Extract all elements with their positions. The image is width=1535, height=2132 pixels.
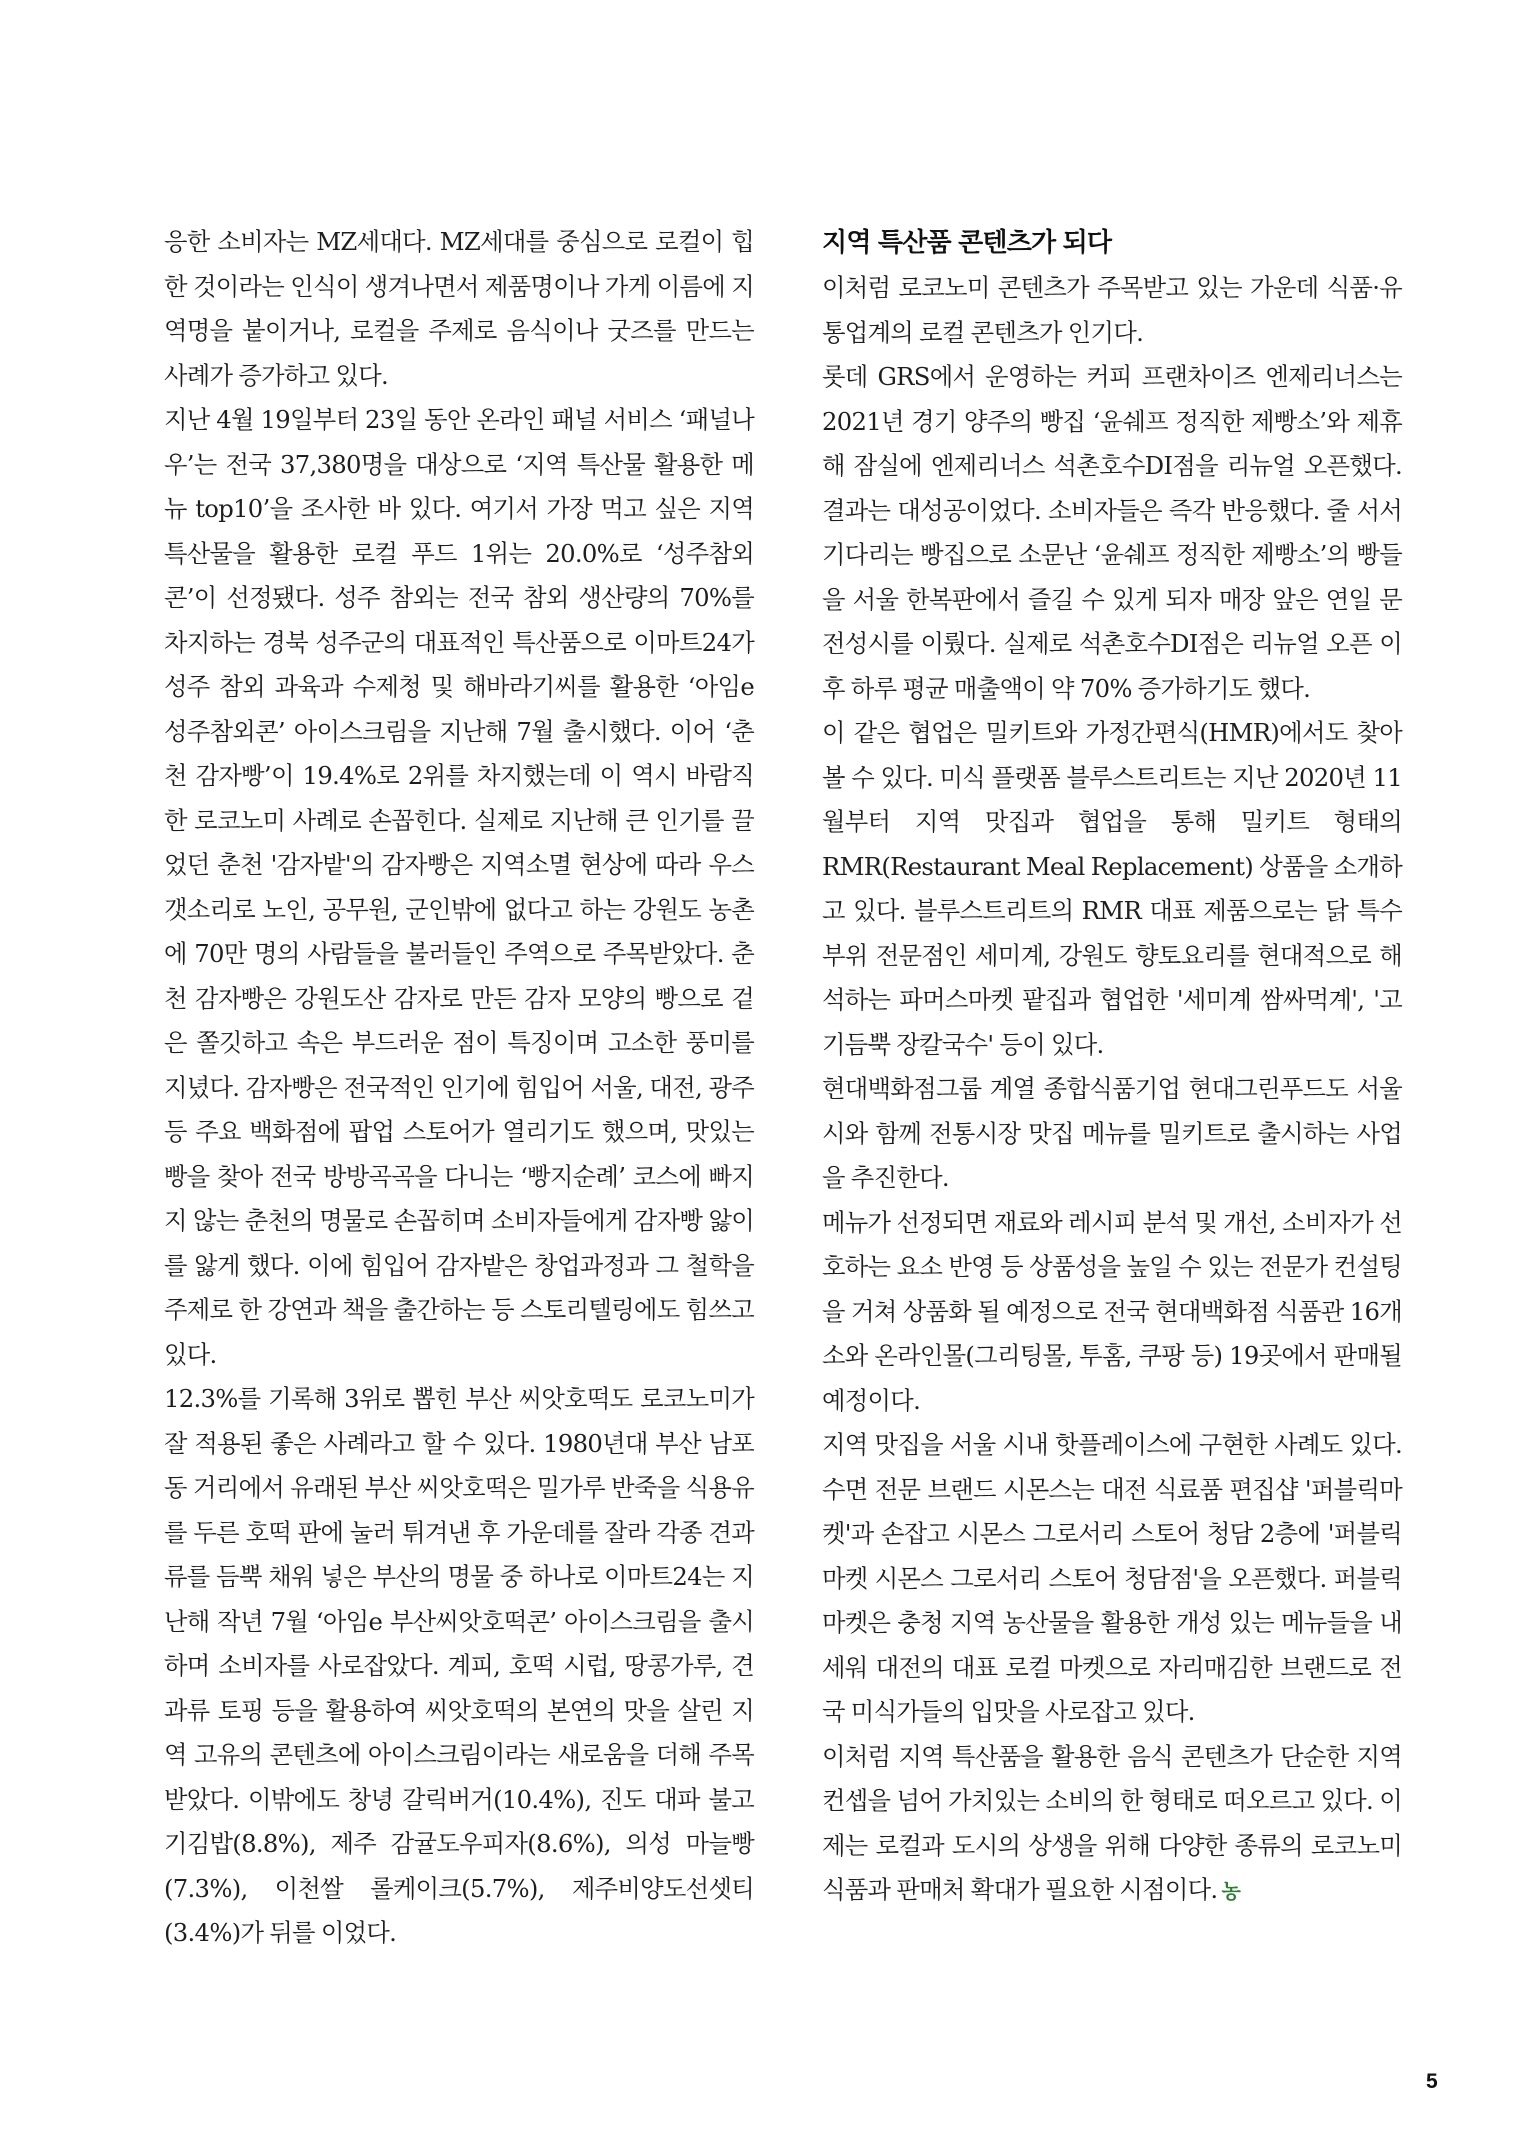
body-paragraph: 응한 소비자는 MZ세대다. MZ세대를 중심으로 로컬이 힙한 것이라는 인식이 생겨나면서 제품명이나 가게 이름에 지역명을 붙이거나, 로컬을 주제로 음식이나 굿즈를 만드는 사례가 증가하고 있다. xyxy=(164,227,754,390)
body-paragraph: 현대백화점그룹 계열 종합식품기업 현대그린푸드도 서울시와 함께 전통시장 맛집 메뉴를 밀키트로 출시하는 사업을 추진한다. xyxy=(822,1074,1402,1192)
body-paragraph: 이 같은 협업은 밀키트와 가정간편식(HMR)에서도 찾아볼 수 있다. 미식 플랫폼 블루스트리트는 지난 2020년 11월부터 지역 맛집과 협업을 통해 밀키트 형태의 RMR(Restaurant Meal Replacement) 상품을 소개하고 있다. 블루스트리트의 RMR 대표 제품으로는 닭 특수부위 전문점인 세미계, 강원도 향토요리를 현대적으로 해석하는 파머스마켓 팥집과 협업한 '세미계 쌈싸먹계', '고기듬뿍 장칼국수' 등이 있다. xyxy=(822,718,1402,1059)
section-heading: 지역 특산품 콘텐츠가 되다 xyxy=(822,228,1112,258)
body-paragraph: 이처럼 로코노미 콘텐츠가 주목받고 있는 가운데 식품·유통업계의 로컬 콘텐츠가 인기다. xyxy=(822,273,1402,347)
end-mark-icon: 농 xyxy=(1221,1879,1241,1903)
right-column xyxy=(822,220,1402,1914)
body-paragraph: 지난 4월 19일부터 23일 동안 온라인 패널 서비스 ‘패널나우’는 전국 37,380명을 대상으로 ‘지역 특산물 활용한 메뉴 top10’을 조사한 바 있다. 여기서 가장 먹고 싶은 지역 특산물을 활용한 로컬 푸드 1위는 20.0%로 ‘성주참외콘’이 선정됐다. 성주 참외는 전국 참외 생산량의 70%를 차지하는 경북 성주군의 대표적인 특산품으로 이마트24가 성주 참외 과육과 수제청 및 해바라기씨를 활용한 ‘아임e 성주참외콘’ 아이스크림을 지난해 7월 출시했다. 이어 ‘춘천 감자빵’이 19.4%로 2위를 차지했는데 이 역시 바람직한 로코노미 사례로 손꼽힌다. 실제로 지난해 큰 인기를 끌었던 춘천 '감자밭'의 감자빵은 지역소멸 현상에 따라 우스갯소리로 노인, 공무원, 군인밖에 없다고 하는 강원도 농촌에 70만 명의 사람들을 불러들인 주역으로 주목받았다. 춘천 감자빵은 강원도산 감자로 만든 감자 모양의 빵으로 겉은 쫄깃하고 속은 부드러운 점이 특징이며 고소한 풍미를 지녔다. 감자빵은 전국적인 인기에 힘입어 서울, 대전, 광주 등 주요 백화점에 팝업 스토어가 열리기도 했으며, 맛있는 빵을 찾아 전국 방방곡곡을 다니는 ‘빵지순례’ 코스에 빠지지 않는 춘천의 명물로 손꼽히며 소비자들에게 감자빵 앓이를 앓게 했다. 이에 힘입어 감자밭은 창업과정과 그 철학을 주제로 한 강연과 책을 출간하는 등 스토리텔링에도 힘쓰고 있다. xyxy=(164,405,754,1369)
body-paragraph: 12.3%를 기록해 3위로 뽑힌 부산 씨앗호떡도 로코노미가 잘 적용된 좋은 사례라고 할 수 있다. 1980년대 부산 남포동 거리에서 유래된 부산 씨앗호떡은 밀가루 반죽을 식용유를 두른 호떡 판에 눌러 튀겨낸 후 가운데를 잘라 각종 견과류를 듬뿍 채워 넣은 부산의 명물 중 하나로 이마트24는 지난해 작년 7월 ‘아임e 부산씨앗호떡콘’ 아이스크림을 출시하며 소비자를 사로잡았다. 계피, 호떡 시럽, 땅콩가루, 견과류 토핑 등을 활용하여 씨앗호떡의 본연의 맛을 살린 지역 고유의 콘텐츠에 아이스크림이라는 새로움을 더해 주목받았다. 이밖에도 창녕 갈릭버거(10.4%), 진도 대파 불고기김밥(8.8%), 제주 감귤도우피자(8.6%), 의성 마늘빵(7.3%), 이천쌀 롤케이크(5.7%), 제주비양도선셋티(3.4%)가 뒤를 이었다. xyxy=(164,1384,754,1947)
body-paragraph-final xyxy=(822,1735,1402,1914)
final-paragraph-text: 이처럼 지역 특산품을 활용한 음식 콘텐츠가 단순한 지역 컨셉을 넘어 가치있는 소비의 한 형태로 떠오르고 있다. 이제는 로컬과 도시의 상생을 위해 다양한 종류의 로코노미 식품과 판매처 확대가 필요한 시점이다. xyxy=(822,1741,1402,1904)
page-number: 5 xyxy=(1426,2070,1438,2093)
body-paragraph: 롯데 GRS에서 운영하는 커피 프랜차이즈 엔제리너스는 2021년 경기 양주의 빵집 ‘윤쉐프 정직한 제빵소’와 제휴해 잠실에 엔제리너스 석촌호수DI점을 리뉴얼 오픈했다. 결과는 대성공이었다. 소비자들은 즉각 반응했다. 줄 서서 기다리는 빵집으로 소문난 ‘윤쉐프 정직한 제빵소’의 빵들을 서울 한복판에서 즐길 수 있게 되자 매장 앞은 연일 문전성시를 이뤘다. 실제로 석촌호수DI점은 리뉴얼 오픈 이후 하루 평균 매출액이 약 70% 증가하기도 했다. xyxy=(822,362,1402,703)
body-paragraph: 메뉴가 선정되면 재료와 레시피 분석 및 개선, 소비자가 선호하는 요소 반영 등 상품성을 높일 수 있는 전문가 컨설팅을 거쳐 상품화 될 예정으로 전국 현대백화점 식품관 16개소와 온라인몰(그리팅몰, 투홈, 쿠팡 등) 19곳에서 판매될 예정이다. xyxy=(822,1207,1402,1415)
body-paragraph: 지역 맛집을 서울 시내 핫플레이스에 구현한 사례도 있다. 수면 전문 브랜드 시몬스는 대전 식료품 편집샵 '퍼블릭마켓'과 손잡고 시몬스 그로서리 스토어 청담 2층에 '퍼블릭마켓 시몬스 그로서리 스토어 청담점'을 오픈했다. 퍼블릭마켓은 충청 지역 농산물을 활용한 개성 있는 메뉴들을 내세워 대전의 대표 로컬 마켓으로 자리매김한 브랜드로 전국 미식가들의 입맛을 사로잡고 있다. xyxy=(822,1430,1402,1726)
left-column xyxy=(164,220,754,1956)
